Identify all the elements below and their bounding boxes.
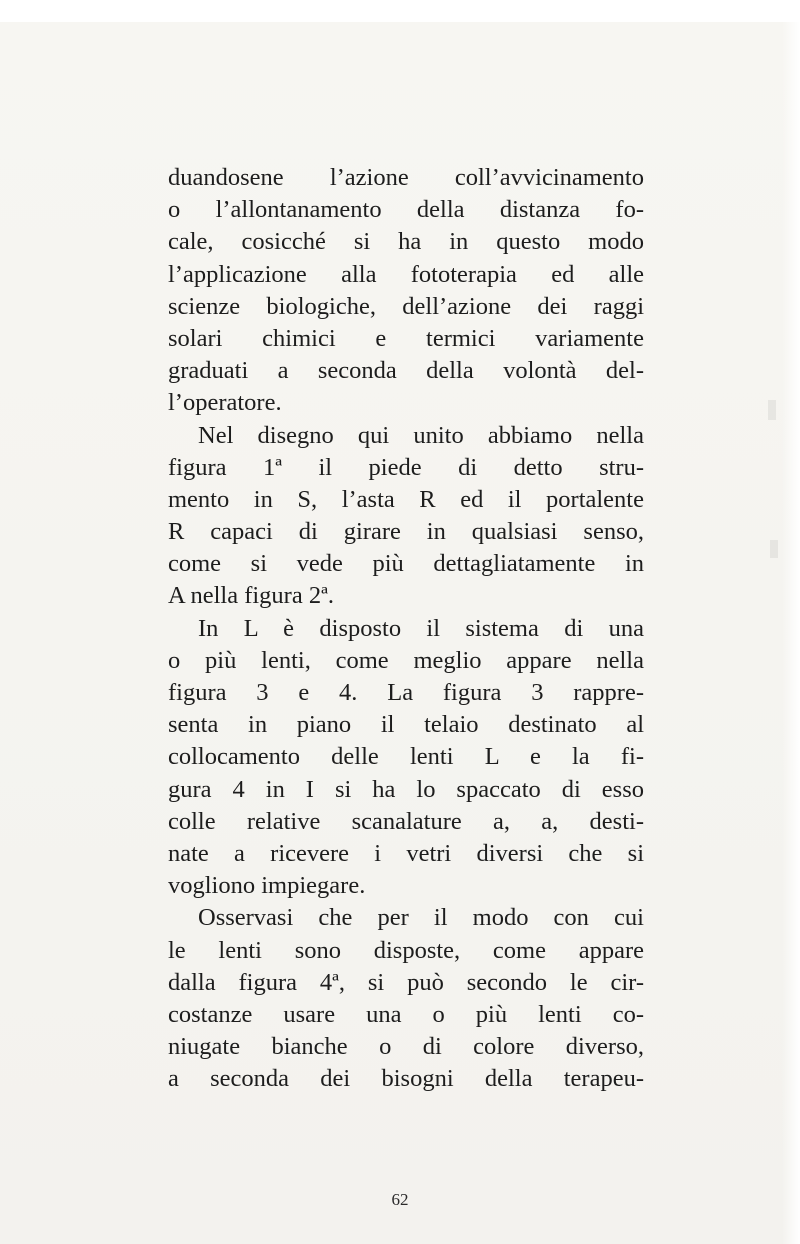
text-line: colle relative scanalature a, a, desti- [168,807,644,835]
text-line: a seconda dei bisogni della terapeu- [168,1065,644,1093]
text-line: senta in piano il telaio destinato al [168,711,644,739]
text-line: come si vede più dettagliatamente in [168,550,644,578]
scan-right-margin [782,0,800,1244]
text-line: cale, cosicché si ha in questo modo [168,228,644,256]
scan-top-margin [0,0,800,22]
text-line: dalla figura 4ª, si può secondo le cir- [168,968,644,996]
text-line: graduati a seconda della volontà del- [168,357,644,385]
paragraph-start-line: In L è disposto il sistema di una [198,614,644,642]
text-line: vogliono impiegare. [168,872,366,900]
text-line: costanze usare una o più lenti co- [168,1000,644,1028]
text-line: duandosene l’azione coll’avvicinamento [168,164,644,191]
body-text [168,162,644,1095]
text-line: figura 3 e 4. La figura 3 rappre- [168,679,644,706]
text-line: collocamento delle lenti L e la fi- [168,743,644,771]
text-line: A nella figura 2ª. [168,582,334,610]
text-line: R capaci di girare in qualsiasi senso, [168,518,644,546]
text-line: le lenti sono disposte, come appare [168,936,644,964]
paragraph-start-line: Nel disegno qui unito abbiamo nella [198,421,644,449]
text-line: gura 4 in I si ha lo spaccato di esso [168,775,644,803]
page-number: 62 [391,1190,409,1209]
text-line: mento in S, l’asta R ed il portalente [168,485,644,513]
bleed-through-mark [770,540,778,558]
text-line: nate a ricevere i vetri diversi che si [168,839,644,867]
text-line: l’operatore. [168,389,282,417]
text-line: scienze biologiche, dell’azione dei raggi [168,292,644,320]
text-line: figura 1ª il piede di detto stru- [168,453,644,481]
bleed-through-mark [768,400,776,420]
text-line: o più lenti, come meglio appare nella [168,646,644,674]
text-line: solari chimici e termici variamente [168,324,644,352]
text-line: o l’allontanamento della distanza fo- [168,196,644,224]
text-line: l’applicazione alla fototerapia ed alle [168,260,644,288]
paragraph-start-line: Osservasi che per il modo con cui [198,904,644,932]
text-line: niugate bianche o di colore diverso, [168,1033,644,1061]
